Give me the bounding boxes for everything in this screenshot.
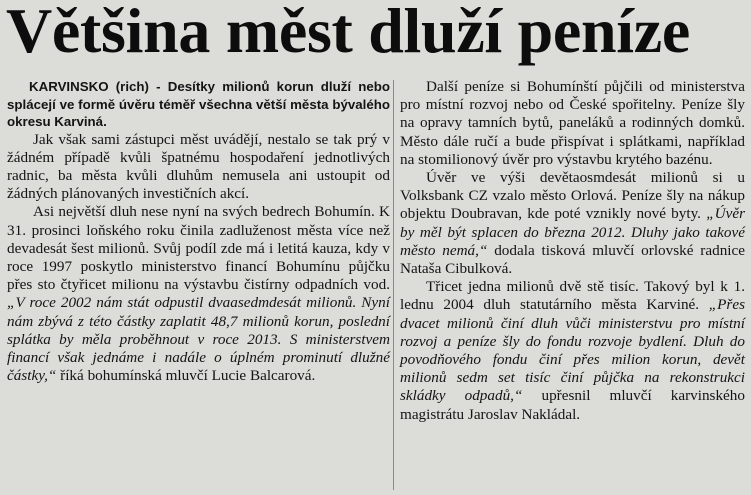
lead-text: - Desítky milionů korun dluží nebo splácejí ve formě úvěru téměř všechna větší města bývalého okresu Karviná.: [7, 79, 391, 129]
left-p2-text: Asi největší dluh nese nyní na svých bedrech Bohumín. K 31. prosinci loňského roku činila zadluženost města více než devadesát šest milionů. Svůj podíl zde má i letitá kauza, kdy v roce 1997 poskytlo ministerstvo financí Bohumínu půjčku přes sto čtyřicet milionu na výstavbu čistírny odpadních vod.: [7, 203, 390, 294]
lead-dateline: KARVINSKO (rich): [29, 79, 149, 94]
column-divider: [393, 80, 394, 490]
left-p2-attribution: říká bohumínská mluvčí Lucie Balcarová.: [56, 367, 316, 385]
right-p3-attribution: upřesnil mluvčí karvinského magistrátu Jaroslav Nakládal.: [400, 387, 745, 423]
right-paragraph-2: [400, 169, 745, 278]
headline: Většina měst dluží peníze: [6, 0, 691, 66]
right-p3-text: Třicet jedna milionů dvě stě tisíc. Takový byl k 1. lednu 2004 dluh statutárního města Karviné.: [400, 278, 745, 314]
left-column: [7, 78, 390, 385]
left-paragraph-2: [7, 203, 390, 385]
right-p2-quote: „Úvěr by měl být splacen do března 2012. Dluhy jako takové město nemá,“: [400, 205, 745, 259]
right-column: [400, 78, 745, 424]
right-p2-attribution: dodala tisková mluvčí orlovské radnice Nataša Cibulková.: [400, 241, 745, 278]
right-p2-text: Úvěr ve výši devětaosmdesát milionů si u Volksbank CZ vzalo město Orlová. Peníze šly na nákup objektu Doubravan, kde poté vznikly nové byty.: [400, 169, 745, 223]
left-paragraph-1: Jak však sami zástupci měst uvádějí, nestalo se tak prý v žádném případě kvůli špatnému hospodaření jednotlivých radnic, ba města kvůli dluhům nemusela ani ustoupit od žádných plánovaných investičních akcí.: [7, 130, 390, 203]
right-paragraph-3: [400, 278, 745, 424]
left-p2-quote: „V roce 2002 nám stát odpustil dvaasedmdesát milionů. Nyní nám zbývá z této částky zaplatit 48,7 milionů korun, poslední splátka by měla proběhnout v roce 2013. S ministerstvem financí však jednáme i nadále o úplném prominutí dlužné částky,“: [7, 294, 390, 385]
lead-paragraph: [7, 78, 390, 131]
right-paragraph-1: Další peníze si Bohumínští půjčili od ministerstva pro místní rozvoj nebo od České spořitelny. Peníze šly na opravy tamních bytů, paneláků a rodinných domků. Město dále ručí a bude přispívat i splátkami, například na stomilionový úvěr pro výstavbu krytého bazénu.: [400, 78, 745, 168]
right-p3-quote: „Přes dvacet milionů činí dluh vůči ministerstvu pro místní rozvoj a peníze šly do fondu rozvoje bydlení. Dluh do povodňového fondu činí přes milion korun, devět milionů sedm set tisíc činí půjčka na rekonstrukci skládky odpadů,“: [400, 296, 745, 405]
